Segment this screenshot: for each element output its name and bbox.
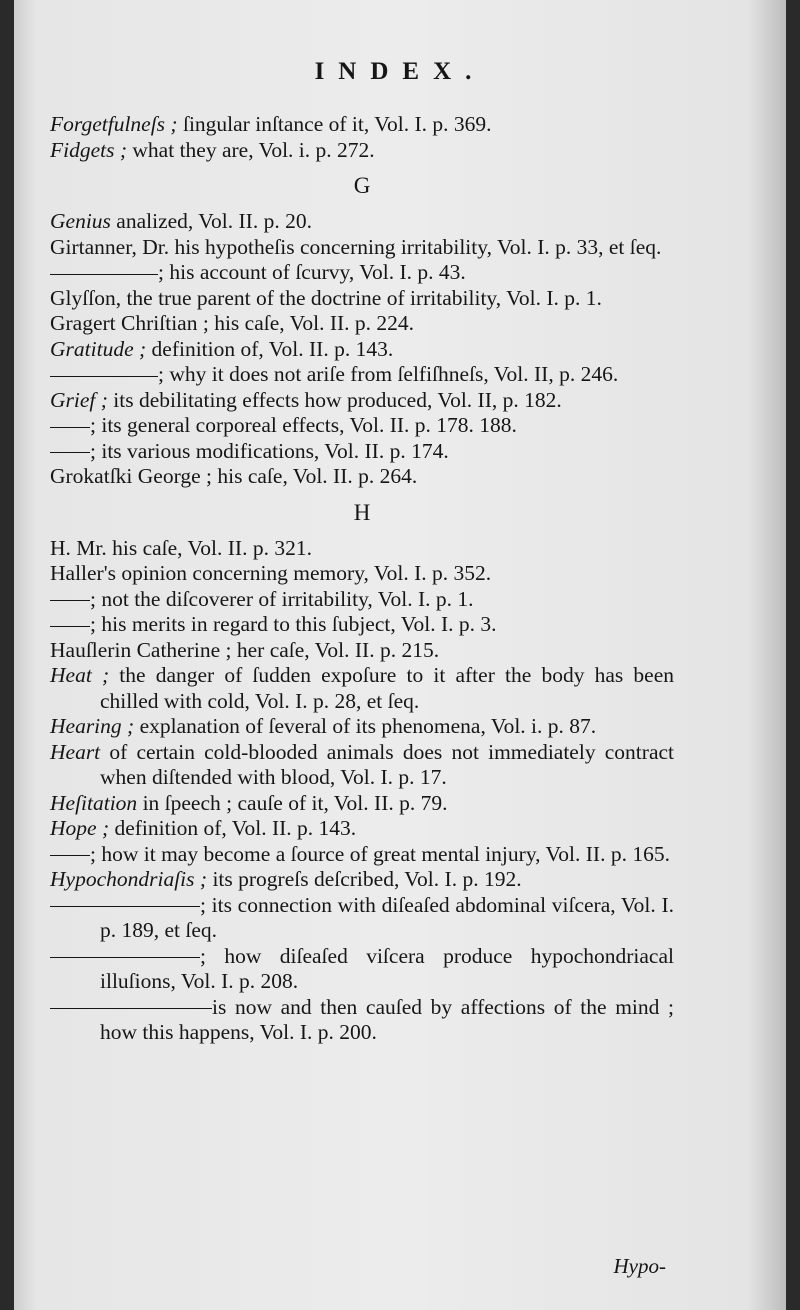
entry-text: is now and then cauſed by affections of the mind ; how this happens, Vol. I. p. 200. [100,994,674,1044]
index-entry [50,286,674,312]
ditto-dash [50,600,90,601]
ditto-dash [50,376,158,377]
entry-text: ; how diſeaſed viſcera produce hypochondriacal illuſions, Vol. I. p. 208. [100,943,674,993]
section-letter: H [353,499,371,525]
entry-headword: Heſitation [50,790,138,815]
entry-headword: Gratitude ; [50,336,147,361]
entry-text: analized, Vol. II. p. 20. [110,209,312,233]
entry-headword: Hypochondriaſis ; [50,867,208,891]
index-entry [50,209,674,235]
entry-headword: Genius [50,209,111,233]
entry-headword: Hearing ; [50,714,135,738]
entry-text: ; not the diſcoverer of irritability, Vol. I. p. 1. [90,586,474,611]
entry-headword: Hope ; [50,816,110,840]
entry-text: ſingular inſtance of it, Vol. I. p. 369. [177,112,492,136]
entry-text: Glyſſon, the true parent of the doctrine of irritability, Vol. I. p. 1. [50,285,602,310]
index-entry [50,561,674,587]
entry-text: in ſpeech ; cauſe of it, Vol. II. p. 79. [137,790,448,815]
entry-headword: Forgetfulneſs ; [50,112,178,136]
section-letter: G [353,173,371,198]
index-entry [50,638,674,664]
entry-text: ; its connection with diſeaſed abdominal viſcera, Vol. I. p. 189, et ſeq. [100,892,674,942]
index-entry [50,439,674,465]
entry-text: of certain cold-blooded animals does not immediately contract when diſtended with blood, Vol. I. p. 17. [100,739,674,789]
index-entry [50,612,674,638]
index-entry [50,791,674,817]
index-entry [50,816,674,842]
entry-text: ; his merits in regard to this ſubject, Vol. I. p. 3. [90,612,497,636]
entry-text: Gragert Chriſtian ; his caſe, Vol. II. p. 224. [50,311,415,335]
ditto-dash [50,452,90,453]
ditto-dash [50,855,90,856]
page-title: INDEX. [314,58,486,85]
index-entry [50,536,674,562]
entry-text: Hauſlerin Catherine ; her caſe, Vol. II. p. 215. [50,637,440,662]
index-entry [50,260,674,286]
index-entry [50,867,674,893]
index-entry [50,388,674,414]
entry-text: ; his account of ſcurvy, Vol. I. p. 43. [158,260,466,284]
index-entry [50,464,674,490]
ditto-dash [50,957,200,958]
index-entry [50,112,674,138]
index-entry [50,740,674,791]
index-entry [50,663,674,714]
entry-text: its debilitating effects how produced, Vol. II, p. 182. [107,387,562,412]
index-entry [50,362,674,388]
entry-headword: Heart [50,739,101,764]
entry-text: H. Mr. his caſe, Vol. II. p. 321. [50,535,312,560]
entry-text: definition of, Vol. II. p. 143. [146,336,394,361]
entry-text: what they are, Vol. i. p. 272. [127,137,375,162]
entry-text: definition of, Vol. II. p. 143. [109,816,357,840]
ditto-dash [50,427,90,428]
ditto-dash [50,906,200,907]
entry-text: Haller's opinion concerning memory, Vol. I. p. 352. [50,561,492,585]
entry-text: ; why it does not ariſe from ſelfiſhneſs, Vol. II, p. 246. [158,362,619,386]
index-entry [50,235,674,261]
index-entry [50,138,674,164]
ditto-dash [50,274,158,275]
index-entry [50,311,674,337]
entry-text: explanation of ſeveral of its phenomena, Vol. i. p. 87. [134,714,597,738]
entry-text: Grokatſki George ; his caſe, Vol. II. p. 264. [50,464,418,488]
entry-headword: Heat ; [50,663,110,687]
book-page [14,0,786,1310]
entry-text: Girtanner, Dr. his hypotheſis concerning irritability, Vol. I. p. 33, et ſeq. [50,234,662,259]
index-entry [50,995,674,1046]
index-entry [50,842,674,868]
entry-text: the danger of ſudden expoſure to it after the body has been chilled with cold, Vol. I. p. 28, et ſeq. [100,663,675,713]
index-entry [50,337,674,363]
index-entry [50,587,674,613]
entry-text: ; how it may become a ſource of great mental injury, Vol. II. p. 165. [90,841,670,866]
entry-text: its progreſs deſcribed, Vol. I. p. 192. [207,867,522,891]
catchword: Hypo- [613,1254,666,1278]
ditto-dash [50,1008,212,1009]
index-entry [50,893,674,944]
index-entry [50,714,674,740]
index-entry [50,944,674,995]
ditto-dash [50,626,90,627]
entry-text: ; its general corporeal effects, Vol. II. p. 178. 188. [90,413,517,437]
index-entries [50,112,674,1046]
entry-headword: Grief ; [50,387,108,412]
entry-headword: Fidgets ; [50,137,128,162]
index-entry [50,413,674,439]
entry-text: ; its various modifications, Vol. II. p. 174. [90,438,449,463]
